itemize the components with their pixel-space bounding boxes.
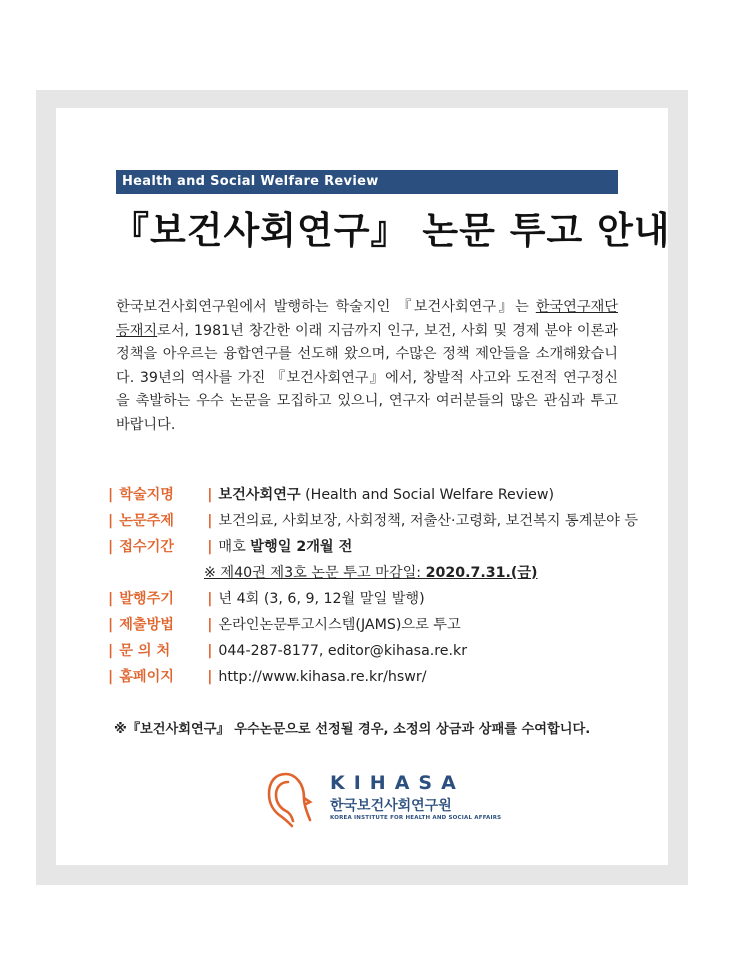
info-label: 문 의 처	[119, 643, 171, 659]
info-label: 홈페이지	[119, 669, 175, 685]
info-value: 보건의료, 사회보장, 사회정책, 저출산·고령화, 보건복지 통계분야 등	[218, 513, 639, 529]
info-label: 제출방법	[119, 617, 175, 633]
info-label: 발행주기	[119, 591, 175, 607]
logo-text-en: KIHASA	[330, 772, 465, 794]
info-row-journal	[108, 482, 628, 508]
bar-left: |	[108, 643, 114, 659]
award-note: ※『보건사회연구』 우수논문으로 선정될 경우, 소정의 상금과 상패를 수여합니다.	[114, 722, 591, 737]
info-row-cycle	[108, 586, 628, 612]
info-row-homepage	[108, 664, 628, 690]
bar-left: |	[108, 487, 114, 503]
intro-text-1: 한국보건사회연구원에서 발행하는 학술지인 『보건사회연구』는	[116, 299, 536, 315]
deadline-note	[108, 560, 628, 586]
bar-right: |	[207, 539, 213, 555]
logo-text-ko: 한국보건사회연구원	[330, 798, 452, 814]
bar-right: |	[207, 617, 213, 633]
bar-right: |	[207, 669, 213, 685]
info-value-bold: 발행일 2개월 전	[250, 539, 353, 555]
bar-right: |	[207, 487, 213, 503]
bar-left: |	[108, 539, 114, 555]
info-list	[108, 482, 639, 690]
info-value: 온라인논문투고시스템(JAMS)으로 투고	[218, 617, 461, 633]
bar-left: |	[108, 591, 114, 607]
intro-underline-1: 한국연구재단 등재지	[116, 299, 618, 339]
info-value: 매호	[218, 539, 251, 555]
journal-banner: Health and Social Welfare Review	[116, 170, 618, 194]
bar-left: |	[108, 617, 114, 633]
bar-left: |	[108, 669, 114, 685]
page-title: 『보건사회연구』 논문 투고 안내	[112, 209, 671, 252]
contact-value[interactable]: 044-287-8177, editor@kihasa.re.kr	[218, 643, 468, 659]
info-value: 년 4회 (3, 6, 9, 12월 말일 발행)	[218, 591, 425, 607]
info-row-topic	[108, 508, 639, 534]
intro-paragraph	[116, 296, 618, 437]
bar-right: |	[207, 513, 213, 529]
info-row-period	[108, 534, 628, 560]
homepage-link[interactable]: http://www.kihasa.re.kr/hswr/	[218, 669, 427, 685]
info-label: 접수기간	[119, 539, 175, 555]
info-value: (Health and Social Welfare Review)	[300, 487, 554, 503]
bar-right: |	[207, 591, 213, 607]
bar-right: |	[207, 643, 213, 659]
info-label: 논문주제	[119, 513, 175, 529]
info-row-contact	[108, 638, 628, 664]
deadline-prefix: ※ 제40권 제3호 논문 투고 마감일:	[204, 565, 426, 581]
deadline-date: 2020.7.31.(금)	[425, 565, 538, 581]
info-value-bold: 보건사회연구	[218, 487, 301, 503]
bar-left: |	[108, 513, 114, 529]
logo-text-sub: KOREA INSTITUTE FOR HEALTH AND SOCIAL AFFAIRS	[330, 815, 502, 821]
info-row-submit	[108, 612, 628, 638]
intro-text-2: 로서, 1981년 창간한 이래 지금까지 인구, 보건, 사회 및 경제 분야 이론과 정책을 아우르는 융합연구를 선도해 왔으며, 수많은 정책 제안들을 소개해왔습니다. 39년의 역사를 가진 『보건사회연구』에서, 창발적 사고와 도전적 연구정신을 촉발하는 우수 논문을 모집하고 있으니, 연구자 여러분들의 많은 관심과 투고 바랍니다.	[116, 322, 618, 433]
info-label: 학술지명	[119, 487, 175, 503]
